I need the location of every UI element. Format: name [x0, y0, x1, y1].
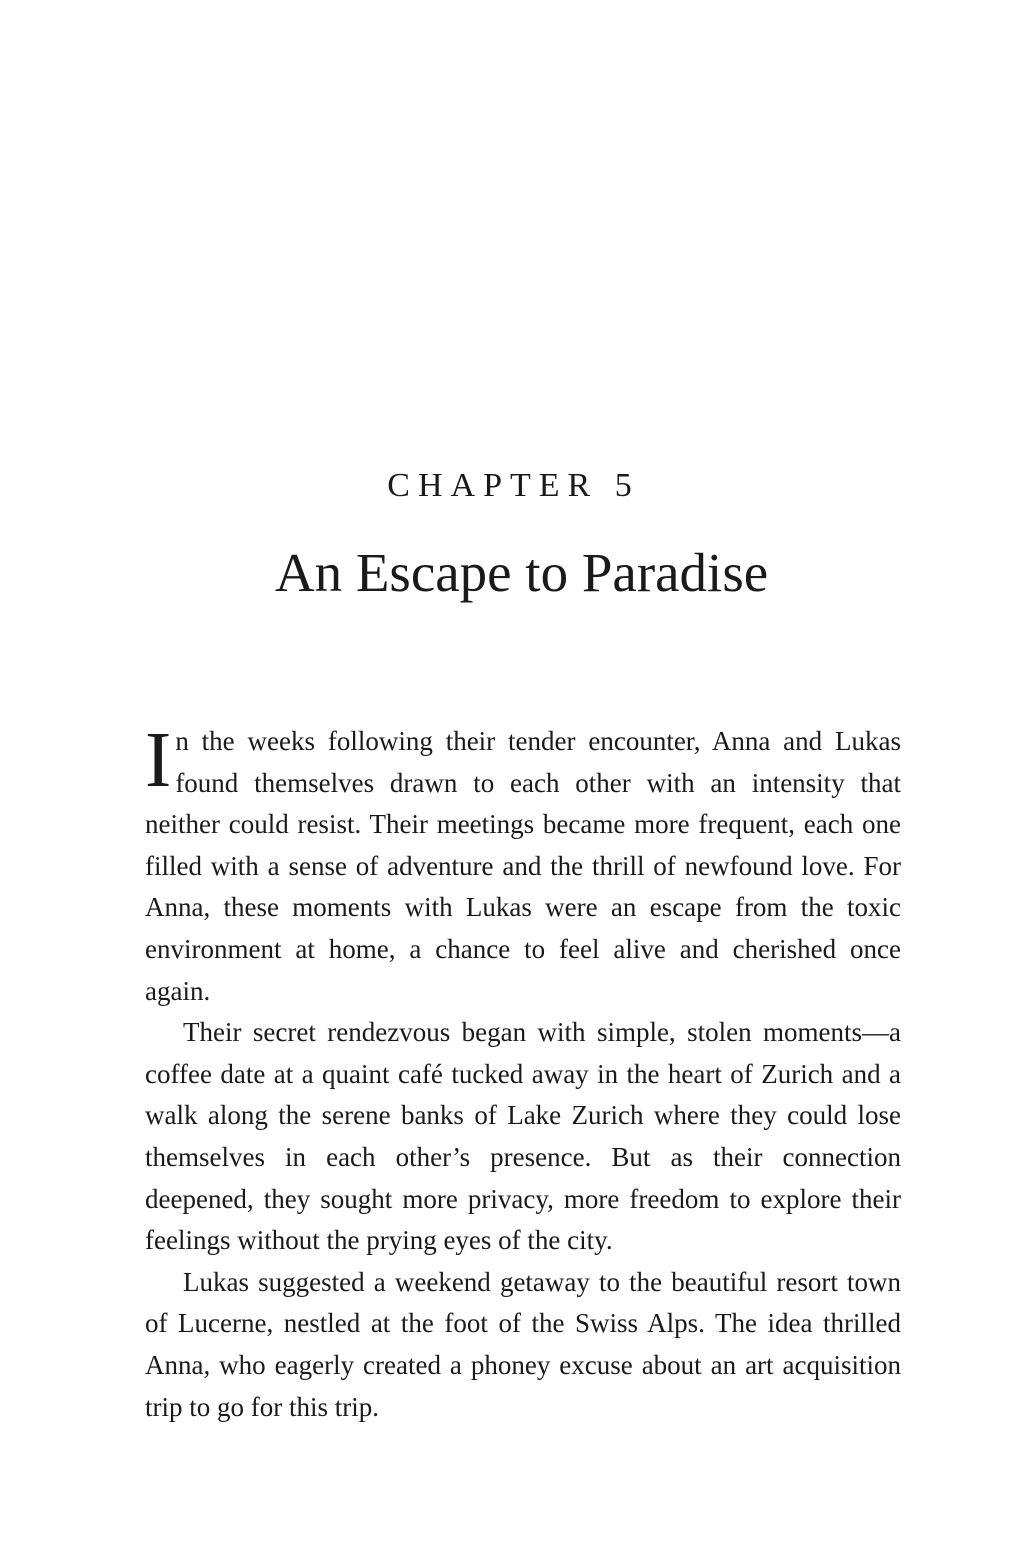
chapter-title: An Escape to Paradise [274, 542, 769, 603]
paragraph-2: Their secret rendezvous began with simple, stolen moments—a coffee date at a quaint café tucked away in the heart of Zurich and a walk along the serene banks of Lake Zurich where they could lose themselves in each other’s presence. But as their connection deepened, they sought more privacy, more freedom to explore their feelings without the prying eyes of the city. [145, 1017, 901, 1256]
paragraph-3: Lukas suggested a weekend getaway to the beautiful resort town of Lucerne, nestled at the foot of the Swiss Alps. The idea thrilled Anna, who eagerly created a phoney excuse about an art acquisition trip to go for this trip. [145, 1266, 901, 1422]
paragraph-1-text: n the weeks following their tender encounter, Anna and Lukas found themselves drawn to each other with an intensity that neither could resist. Their meetings became more frequent, each one filled with a sense of adventure and the thrill of newfound love. For Anna, these moments with Lukas were an escape from the toxic environment at home, a chance to feel alive and cherished once again. [145, 726, 901, 1006]
chapter-number: CHAPTER 5 [387, 467, 640, 504]
chapter-body [145, 717, 901, 1428]
drop-cap: I [145, 717, 172, 804]
paragraph-1 [145, 717, 901, 1012]
